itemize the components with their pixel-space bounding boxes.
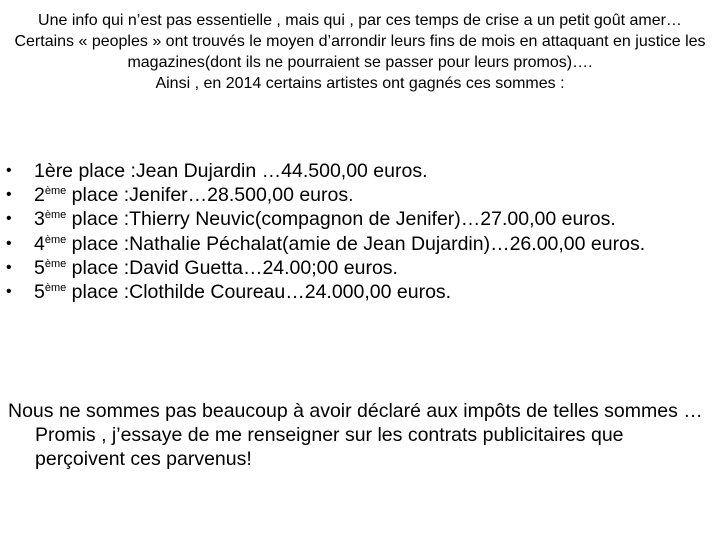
bullet-icon: • (6, 234, 12, 252)
intro-line-1: Une info qui n’est pas essentielle , mais qui , par ces temps de crise a un petit goût amer… (38, 12, 682, 29)
ranking-item (0, 256, 720, 280)
rank-number: 5 (34, 256, 45, 279)
bullet-icon: • (6, 162, 12, 179)
rank-number: 1ère (34, 160, 74, 182)
ranking-list (0, 159, 720, 304)
rank-number: 4 (34, 232, 45, 255)
rank-label: place :Jenifer…28.500,00 euros. (66, 184, 354, 207)
rank-label: place :David Guetta…24.00;00 euros. (66, 256, 398, 279)
outro-paragraph: Nous ne sommes pas beaucoup à avoir déclaré aux impôts de telles sommes …Promis , j’essaye de me renseigner sur les contrats publicitaires que perçoivent ces parvenus! (8, 400, 703, 471)
bullet-icon: • (6, 210, 12, 228)
rank-suffix: ème (44, 233, 67, 246)
rank-number: 3 (34, 208, 45, 231)
ranking-item (0, 183, 720, 207)
ranking-item (0, 159, 720, 183)
ranking-item (0, 207, 720, 231)
intro-line-3: Ainsi , en 2014 certains artistes ont gagnés ces sommes : (155, 75, 565, 92)
bullet-icon: • (6, 186, 12, 204)
rank-suffix: ème (44, 257, 67, 270)
ranking-item (0, 232, 720, 256)
rank-number: 5 (34, 280, 45, 303)
rank-suffix: ème (44, 281, 67, 294)
rank-suffix: ème (44, 185, 67, 198)
bullet-icon: • (6, 282, 12, 300)
rank-suffix: ème (44, 209, 67, 222)
intro-paragraph (6, 10, 714, 94)
intro-line-2: Certains « peoples » ont trouvés le moyen d’arrondir leurs fins de mois en attaquant en justice les magazines(dont ils ne pourraient se passer pour leurs promos)…. (14, 33, 706, 71)
bullet-icon: • (6, 258, 12, 276)
rank-label: place :Thierry Neuvic(compagnon de Jenifer)…27.00,00 euros. (66, 208, 616, 231)
ranking-item (0, 280, 720, 304)
rank-label: place :Nathalie Péchalat(amie de Jean Dujardin)…26.00,00 euros. (66, 232, 646, 255)
rank-label: place :Jean Dujardin …44.500,00 euros. (73, 160, 428, 182)
rank-label: place :Clothilde Coureau…24.000,00 euros. (66, 280, 452, 303)
rank-number: 2 (34, 184, 45, 207)
